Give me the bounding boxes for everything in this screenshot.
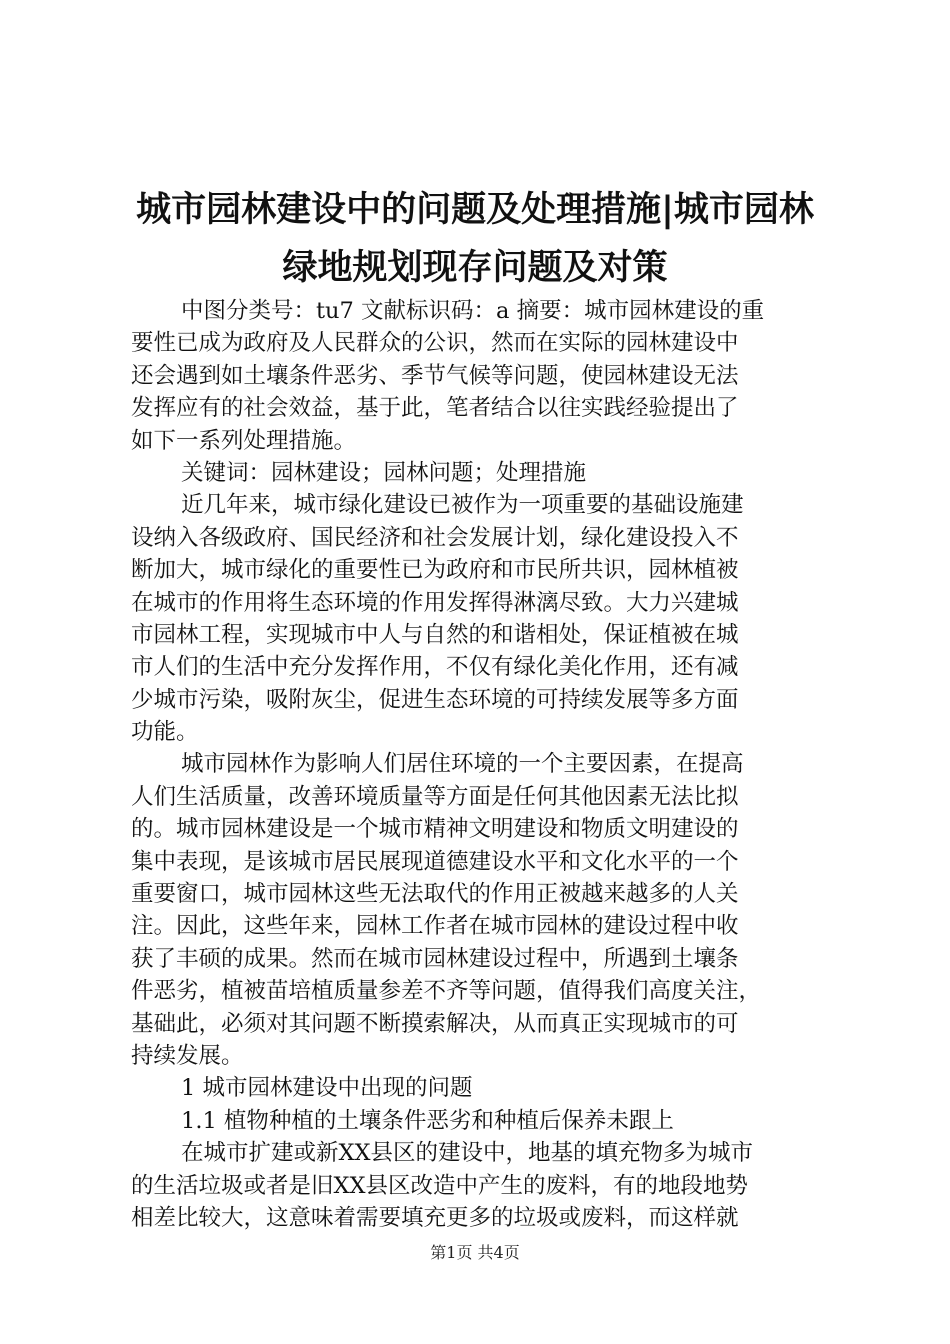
subsection-heading: 1.1 植物种植的土壤条件恶劣和种植后保养未跟上 [181,1107,674,1134]
body-line: 断加大，城市绿化的重要性已为政府和市民所共识，园林植被 [131,557,739,584]
body-line: 的生活垃圾或者是旧XX县区改造中产生的废料，有的地段地势 [131,1172,749,1199]
page-footer: 第1页 共4页 [430,1243,520,1262]
body-line: 发挥应有的社会效益，基于此，笔者结合以往实践经验提出了 [131,395,739,422]
document-title-line-2: 绿地规划现存问题及对策 [282,248,668,288]
body-line: 功能。 [131,719,199,746]
body-line: 的。城市园林建设是一个城市精神文明建设和物质文明建设的 [131,816,739,843]
body-line: 人们生活质量，改善环境质量等方面是任何其他因素无法比拟 [131,783,739,810]
body-line: 要性已成为政府及人民群众的公识，然而在实际的园林建设中 [131,330,739,357]
body-line: 中图分类号：tu7 文献标识码：a 摘要：城市园林建设的重 [181,298,765,324]
body-line: 还会遇到如土壤条件恶劣、季节气候等问题，使园林建设无法 [131,362,739,389]
section-heading: 1 城市园林建设中出现的问题 [181,1075,473,1102]
document-body [131,295,831,1234]
body-line: 少城市污染，吸附灰尘，促进生态环境的可持续发展等多方面 [131,686,739,713]
body-line: 相差比较大，这意味着需要填充更多的垃圾或废料，而这样就 [131,1204,739,1231]
body-line: 城市园林作为影响人们居住环境的一个主要因素，在提高 [181,751,744,778]
body-line: 如下一系列处理措施。 [131,427,357,454]
body-line: 近几年来，城市绿化建设已被作为一项重要的基础设施建 [181,492,744,519]
body-line: 重要窗口，城市园林这些无法取代的作用正被越来越多的人关 [131,881,739,908]
body-line: 获了丰硕的成果。然而在城市园林建设过程中，所遇到土壤条 [131,945,739,972]
body-line: 在城市扩建或新XX县区的建设中，地基的填充物多为城市 [181,1140,754,1167]
body-line: 注。因此，这些年来，园林工作者在城市园林的建设过程中收 [131,913,739,940]
body-line: 基础此，必须对其问题不断摸索解决，从而真正实现城市的可 [131,1010,739,1037]
body-line: 市园林工程，实现城市中人与自然的和谐相处，保证植被在城 [131,621,739,648]
body-line: 市人们的生活中充分发挥作用，不仅有绿化美化作用，还有减 [131,654,739,681]
body-line: 件恶劣，植被苗培植质量参差不齐等问题，值得我们高度关注， [131,978,762,1005]
body-line: 持续发展。 [131,1042,244,1069]
keywords-line: 关键词：园林建设；园林问题；处理措施 [181,459,587,486]
body-line: 在城市的作用将生态环境的作用发挥得淋漓尽致。大力兴建城 [131,589,739,616]
body-line: 设纳入各级政府、国民经济和社会发展计划，绿化建设投入不 [131,524,739,551]
document-title-line-1: 城市园林建设中的问题及处理措施|城市园林 [136,190,814,230]
body-line: 集中表现，是该城市居民展现道德建设水平和文化水平的一个 [131,848,739,875]
